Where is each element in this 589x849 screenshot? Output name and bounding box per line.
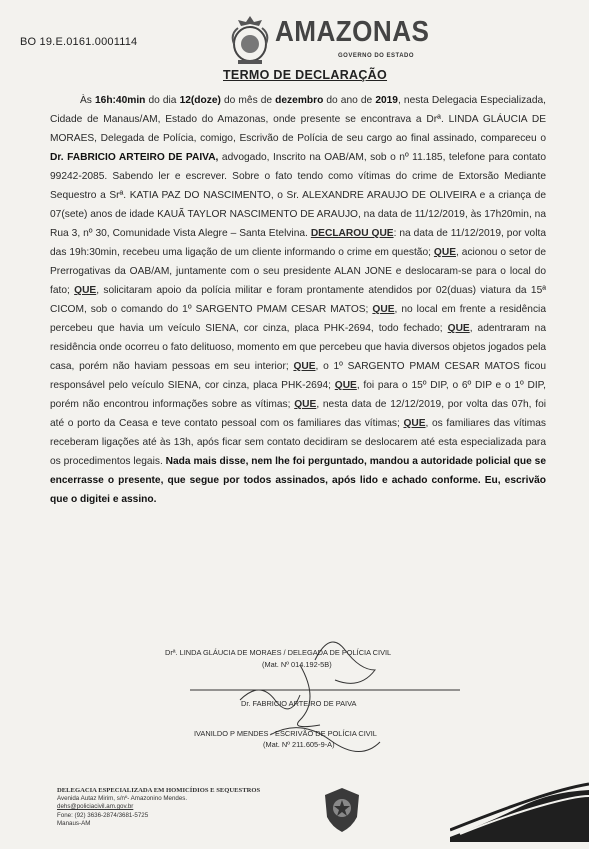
footer-wave-decoration [450,782,589,842]
footer-email: dehs@policiacivil.am.gov.br [57,803,134,811]
policia-civil-badge-icon [322,787,362,833]
footer-organization: DELEGACIA ESPECIALIZADA EM HOMICÍDIOS E SEQUESTROS [57,787,261,794]
brand-title: AMAZONAS [275,16,430,48]
brand-subtitle: GOVERNO DO ESTADO [338,53,415,59]
bo-number: BO 19.E.0161.0001114 [20,36,138,48]
footer-address-block [57,787,260,828]
delegada-signature-name: Drª. LINDA GLÁUCIA DE MORAES / DELEGADA DE POLÍCIA CIVIL [165,648,392,657]
document-title: TERMO DE DECLARAÇÃO [223,68,388,82]
footer-city: Manaus-AM [57,819,91,827]
escrivao-signature-name: IVANILDO P MENDES - ESCRIVÃO DE POLÍCIA CIVIL [194,729,377,738]
delegada-registration: (Mat. Nº 014.192-5B) [262,660,332,669]
footer-phone: Fone: (92) 3636-2874/3681-5725 [57,811,149,819]
closing-statement: Nada mais disse, nem lhe foi perguntado, mandou a autoridade policial que se encerrasse o presente, que segue por todos assinados, após lido e achado conforme. Eu, escrivão que o digitei e assino. [50,456,546,505]
escrivao-registration: (Mat. Nº 211.605-9-A) [263,740,335,749]
advogado-signature-name: Dr. FABRICIO ARTEIRO DE PAIVA [241,699,357,708]
declaration-body: Às 16h:40min do dia 12(doze) do mês de dezembro do ano de 2019, nesta Delegacia Especializada, Cidade de Manaus/AM, Estado do Amazonas, onde presente se encontrava a Drª. LINDA GLÁUCIA DE MORAES, Delegada de Polícia, comigo, Escrivão de Polícia de seu cargo ao final assinado, compareceu o Dr. FABRICIO ARTEIRO DE PAIVA, advogado, Inscrito na OAB/AM, sob o nº 11.185, telefone para contato 99242-2085. Sabendo ler e escrever. Sobre o fato tendo como vítimas do crime de Extorsão Mediante Sequestro a Srª. KATIA PAZ DO NASCIMENTO, o Sr. ALEXANDRE ARAUJO DE OLIVEIRA e a criança de 07(sete) anos de idade KAUÃ TAYLOR NASCIMENTO DE ARAUJO, na data de 11/12/2019, às 17h20min, na Rua 3, nº 30, Comunidade Vista Alegre – Santa Etelvina. DECLAROU QUE: na data de 11/12/2019, por volta das 19h:30min, recebeu uma ligação de um cliente informando o crime em questão; QUE, acionou o setor de Prerrogativas da OAB/AM, juntamente com o seu presidente ALAN JONE e deslocaram-se para o local do fato; QUE, solicitaram apoio da polícia militar e foram prontamente atendidos por 02(duas) viatura da 15ª CICOM, sob o comando do 1º SARGENTO PMAM CESAR MATOS; QUE, no local em frente a residência percebeu que havia um veículo SIENA, cor cinza, placa PHK-2694, todo fechado; QUE, adentraram na residência onde ocorreu o fato delituoso, momento em que percebeu que havia diversos objetos jogados pela casa, porém não haviam pessoas em seu interior; QUE, o 1º SARGENTO PMAM CESAR MATOS ficou responsável pelo veículo SIENA, cor cinza, placa PHK-2694; QUE, foi para o 15º DIP, o 6º DIP e o 1º DIP, porém não encontrou informações sobre as vítimas; QUE, nesta data de 12/12/2019, por volta das 07h, foi até o porto da Ceasa e teve contato pessoal com os familiares das vítimas; QUE, os familiares das vítimas receberam ligações até às 13h, após ficar sem contato decidiram se deslocarem até esta especializada para os procedimentos legais. Nada mais disse, nem lhe foi perguntado, mandou a autoridade policial que se encerrasse o presente, que segue por todos assinados, após lido e achado conforme. Eu, escrivão que o digitei e assino. [50,95,547,505]
footer-address: Avenida Autaz Mirim, s/nº- Amazonino Mendes. [57,795,188,803]
